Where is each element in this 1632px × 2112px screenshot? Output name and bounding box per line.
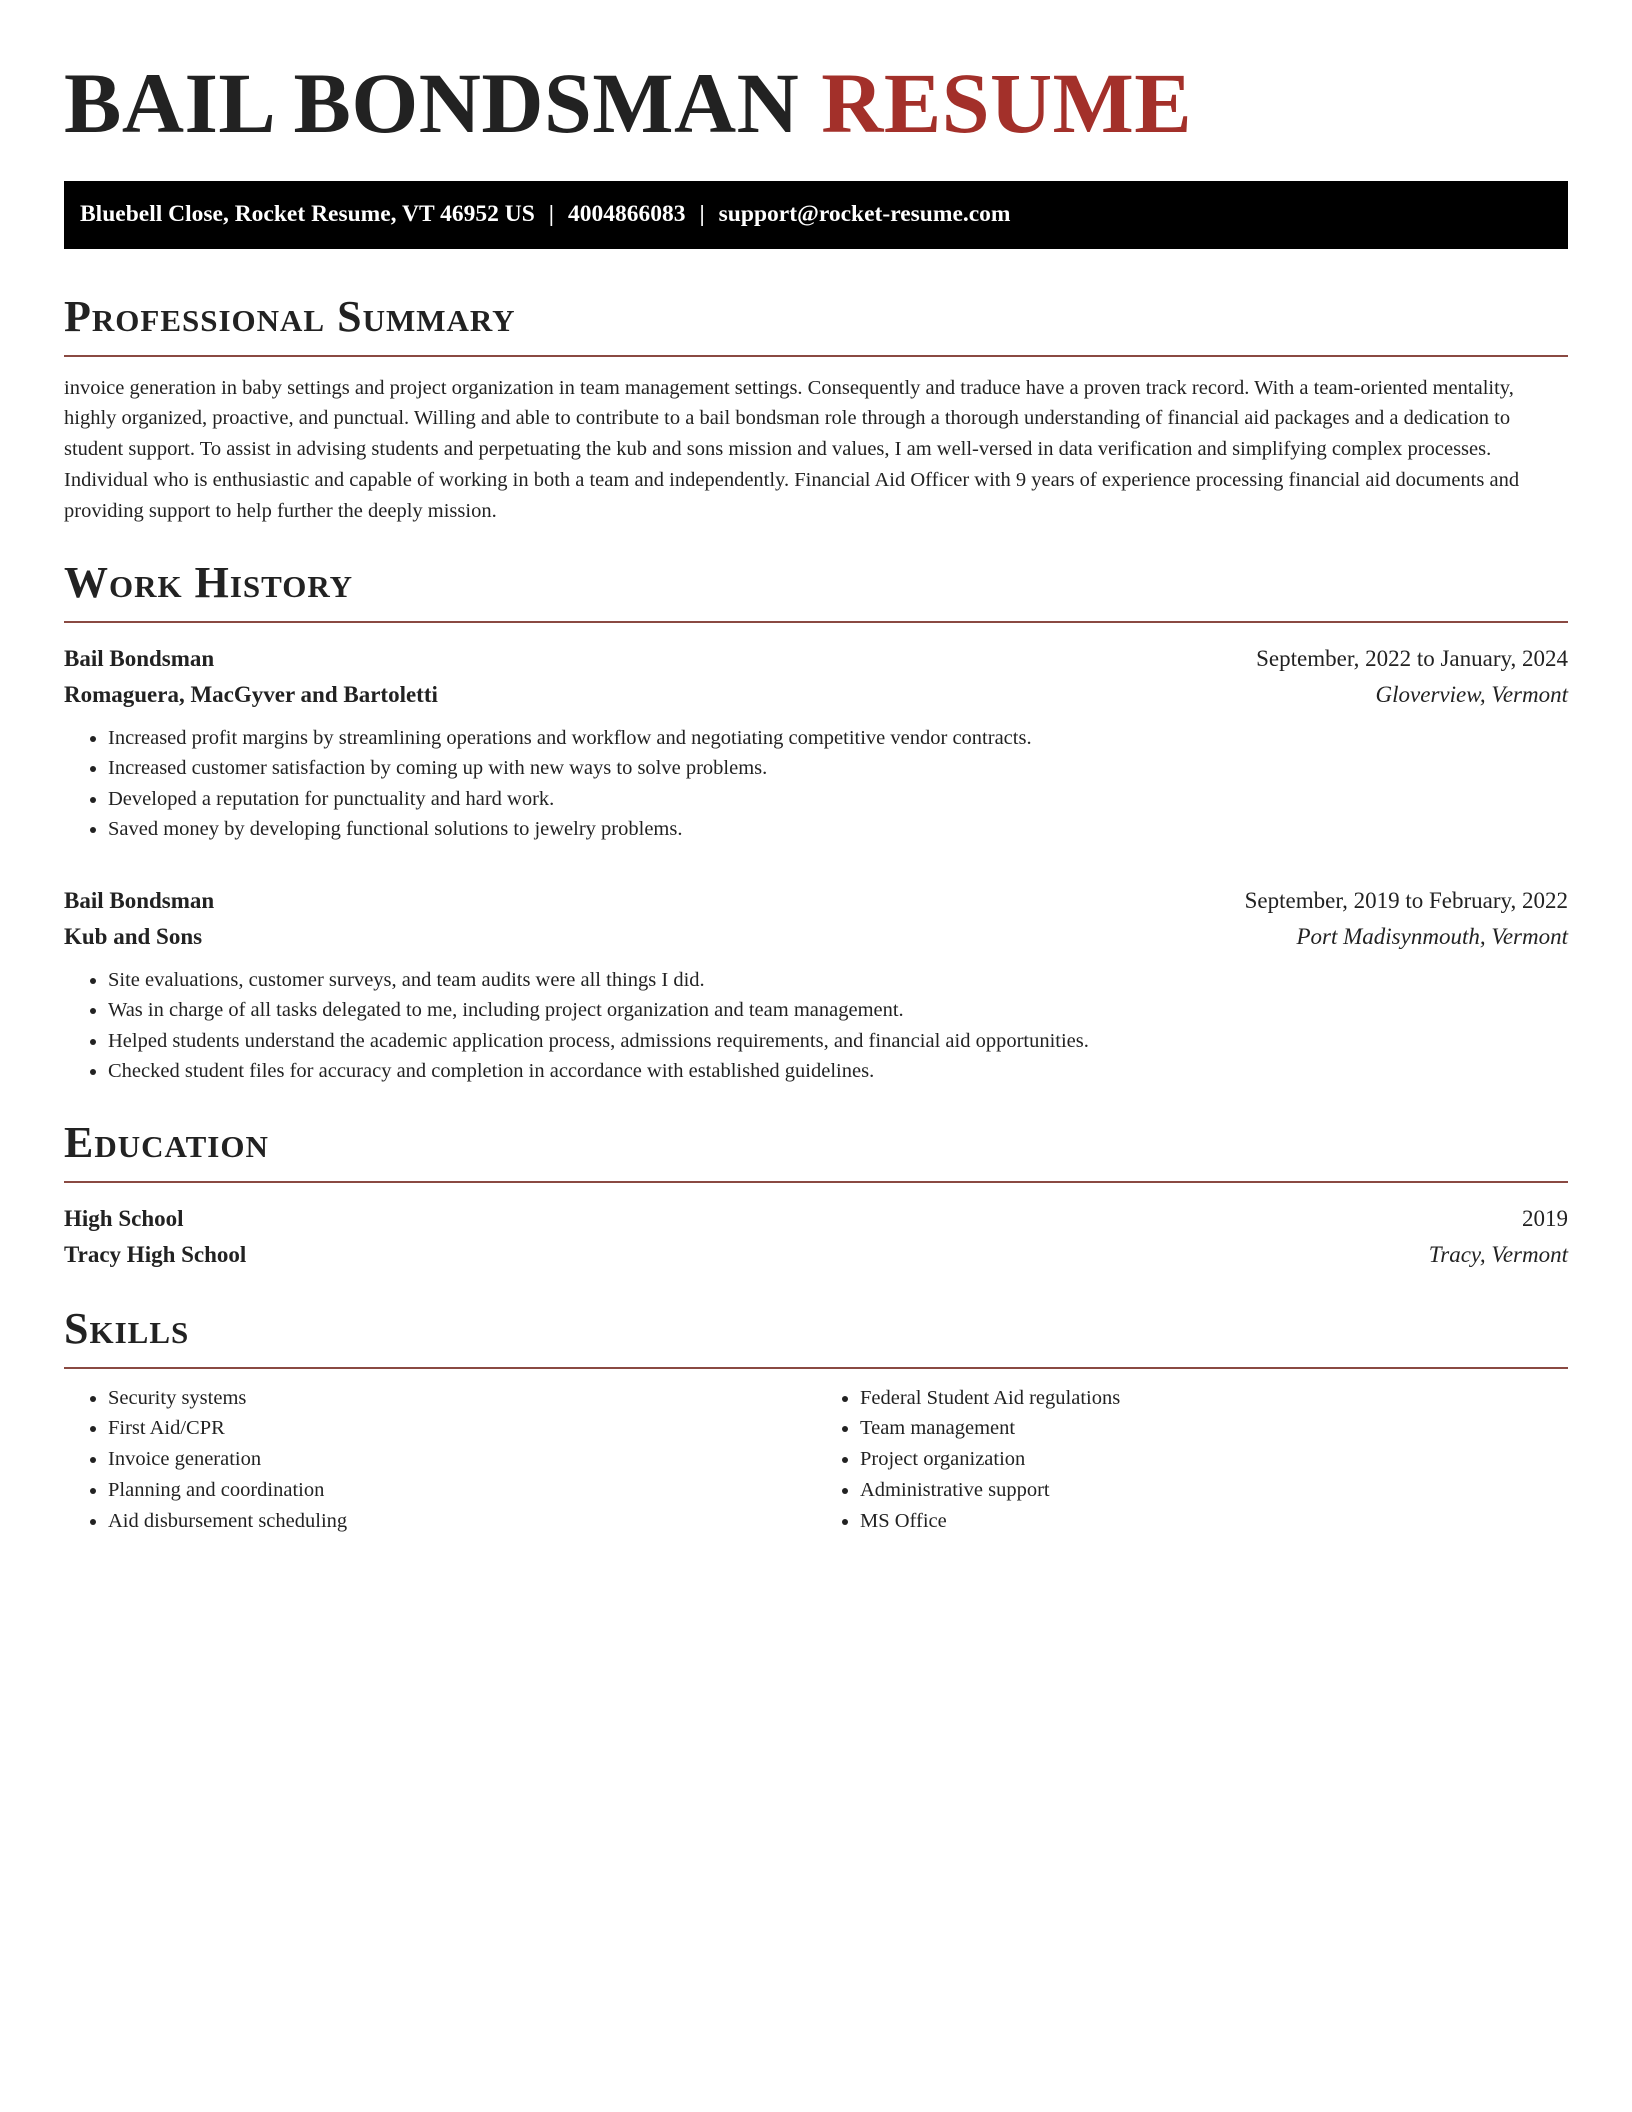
education-degree-row xyxy=(64,1201,1568,1237)
job-location: Port Madisynmouth, Vermont xyxy=(1296,923,1568,949)
skill-item: • Administrative support xyxy=(860,1475,1568,1506)
job-bullet: • Checked student files for accuracy and completion in accordance with established guidelines. xyxy=(108,1056,1568,1087)
contact-separator: | xyxy=(548,201,554,228)
job-bullet: • Was in charge of all tasks delegated to me, including project organization and team management. xyxy=(108,995,1568,1026)
skills-list-left xyxy=(64,1383,816,1537)
skill-item: • Aid disbursement scheduling xyxy=(108,1506,816,1537)
job-entry xyxy=(64,641,1568,845)
job-bullet: • Saved money by developing functional solutions to jewelry problems. xyxy=(108,814,1568,845)
job-bullet: • Developed a reputation for punctuality and hard work. xyxy=(108,784,1568,815)
job-title-row xyxy=(64,641,1568,677)
contact-phone: 4004866083 xyxy=(567,201,686,228)
skills-list-right xyxy=(816,1383,1568,1537)
job-entry xyxy=(64,883,1568,1087)
title-accent: RESUME xyxy=(821,55,1193,151)
job-bullet: • Site evaluations, customer surveys, and team audits were all things I did. xyxy=(108,965,1568,996)
skills-heading: Skills xyxy=(64,1307,1568,1369)
education-school: Tracy High School xyxy=(64,1241,247,1267)
education-heading: Education xyxy=(64,1121,1568,1183)
contact-address: Bluebell Close, Rocket Resume, VT 46952 US xyxy=(80,201,535,228)
education-year: 2019 xyxy=(1522,1205,1568,1231)
job-title-row xyxy=(64,883,1568,919)
job-company: Kub and Sons xyxy=(64,923,203,949)
skills-columns xyxy=(64,1383,1568,1537)
job-company-row xyxy=(64,919,1568,955)
contact-bar xyxy=(64,181,1568,249)
job-bullet: • Increased profit margins by streamlining operations and workflow and negotiating competitive vendor contracts. xyxy=(108,723,1568,754)
job-company: Romaguera, MacGyver and Bartoletti xyxy=(64,681,438,707)
job-location: Gloverview, Vermont xyxy=(1375,681,1568,707)
skill-item: • Invoice generation xyxy=(108,1444,816,1475)
skill-item: • Federal Student Aid regulations xyxy=(860,1383,1568,1414)
skill-item: • First Aid/CPR xyxy=(108,1413,816,1444)
education-school-row xyxy=(64,1237,1568,1273)
summary-heading: Professional Summary xyxy=(64,295,1568,357)
education-location: Tracy, Vermont xyxy=(1428,1241,1568,1267)
resume-title xyxy=(64,56,1568,151)
job-company-row xyxy=(64,677,1568,713)
work-history-heading: Work History xyxy=(64,561,1568,623)
contact-separator: | xyxy=(699,201,705,228)
job-dates: September, 2019 to February, 2022 xyxy=(1244,887,1568,913)
job-dates: September, 2022 to January, 2024 xyxy=(1256,645,1568,671)
education-entry xyxy=(64,1201,1568,1273)
job-title: Bail Bondsman xyxy=(64,887,215,913)
skill-item: • Security systems xyxy=(108,1383,816,1414)
job-bullets xyxy=(64,723,1568,845)
job-bullets xyxy=(64,965,1568,1087)
summary-text: invoice generation in baby settings and project organization in team management settings. Consequently and traduce have a proven track record. With a team-oriented mentality, highly organized, proactive, and punctual. Willing and able to contribute to a bail bondsman role through a thorough understanding of financial aid packages and a dedication to student support. To assist in advising students and perpetuating the kub and sons mission and values, I am well-versed in data verification and simplifying complex processes. Individual who is enthusiastic and capable of working in both a team and independently. Financial Aid Officer with 9 years of experience processing financial aid documents and providing support to help further the deeply mission. xyxy=(64,376,1520,522)
job-bullet: • Increased customer satisfaction by coming up with new ways to solve problems. xyxy=(108,753,1568,784)
job-bullet: • Helped students understand the academic application process, admissions requirements, and financial aid opportunities. xyxy=(108,1026,1568,1057)
education-degree: High School xyxy=(64,1205,184,1231)
skill-item: • Team management xyxy=(860,1413,1568,1444)
skill-item: • Project organization xyxy=(860,1444,1568,1475)
job-title: Bail Bondsman xyxy=(64,645,215,671)
title-main: BAIL BONDSMAN xyxy=(64,55,800,151)
skill-item: • Planning and coordination xyxy=(108,1475,816,1506)
contact-email: support@rocket-resume.com xyxy=(718,201,1011,228)
skill-item: • MS Office xyxy=(860,1506,1568,1537)
